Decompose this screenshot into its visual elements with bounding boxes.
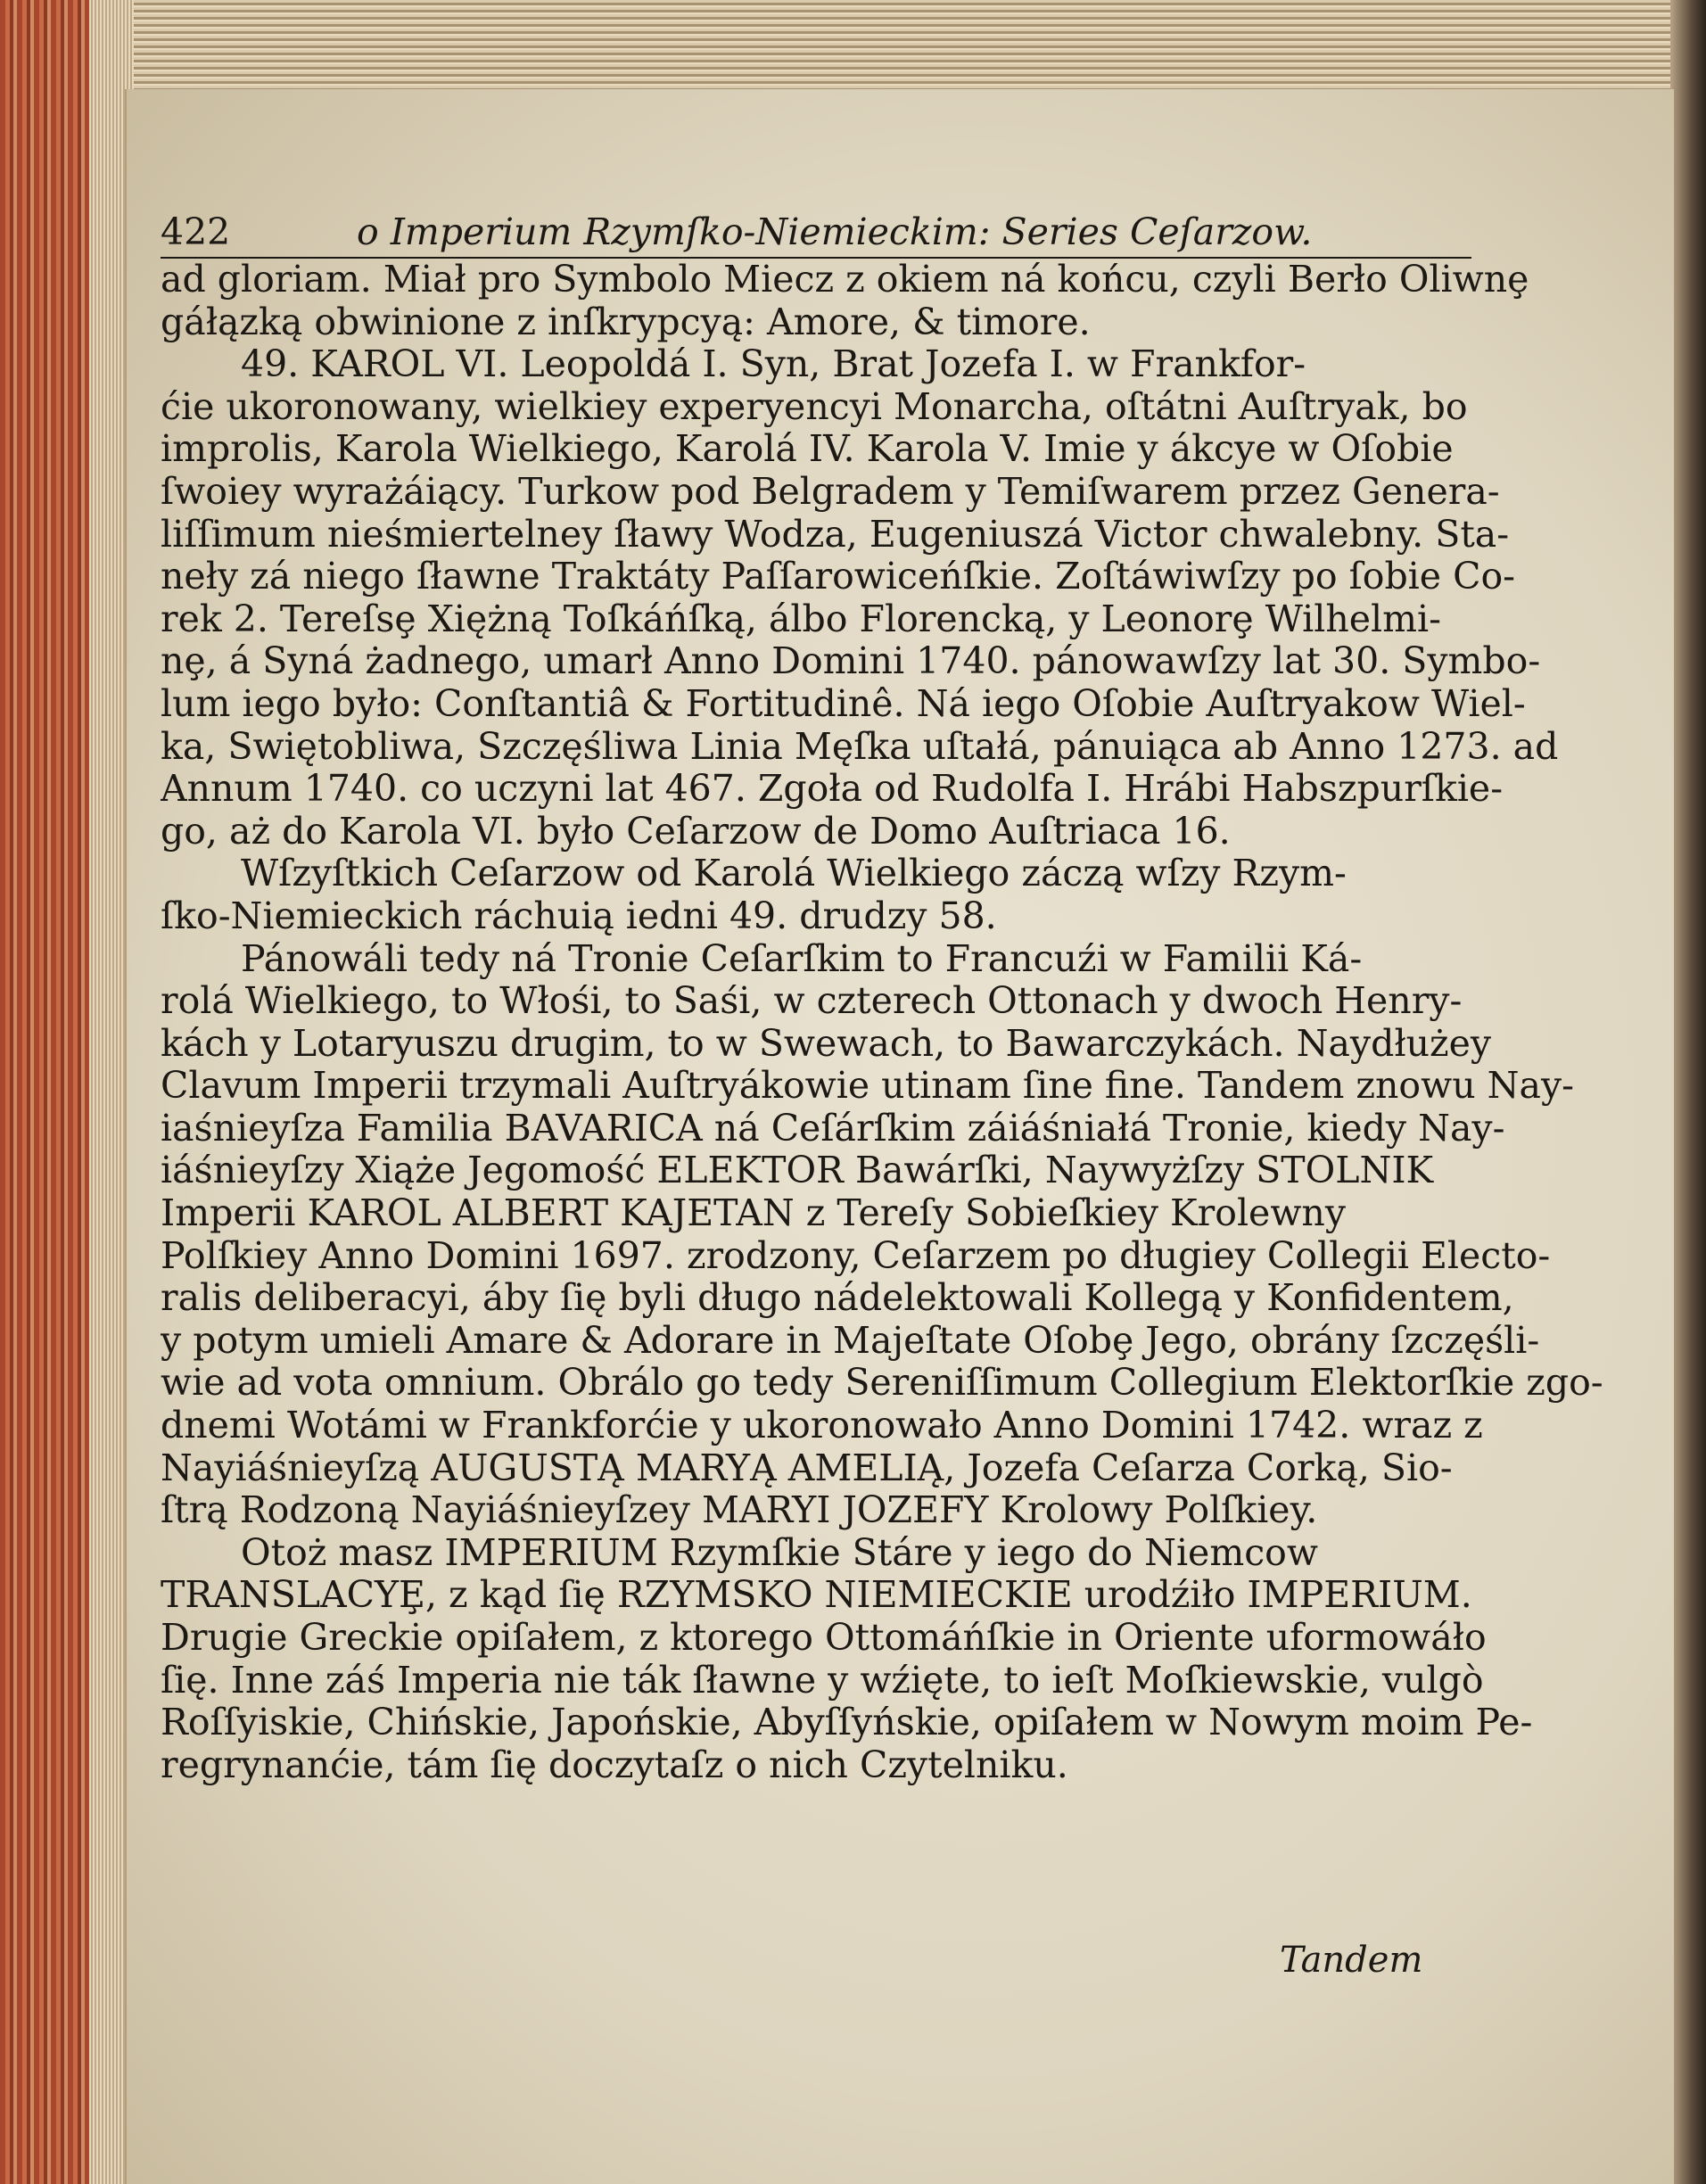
text-line: nȩ, á Syná żadnego, umarł Anno Domini 1740. pánowawſzy lat 30. Symbo-	[161, 640, 1541, 683]
text-line: Clavum Imperii trzymali Auſtryákowie utinam ſine fine. Tandem znowu Nay-	[161, 1065, 1574, 1108]
text-line: liſſimum nieśmiertelney ſławy Wodza, Eugeniuszá Victor chwalebny. Sta-	[161, 513, 1510, 556]
page-text	[161, 202, 1614, 1786]
text-line: Annum 1740. co uczyni lat 467. Zgoła od Rudolfa I. Hrábi Habszpurſkie-	[161, 768, 1504, 811]
book-right-edge	[1670, 0, 1706, 2184]
text-line: iáśnieyſzy Xiąże Jegomość ELEKTOR Bawárſki, Naywyżſzy STOLNIK	[161, 1150, 1434, 1192]
text-line: kách y Lotaryuszu drugim, to w Swewach, to Bawarczykách. Naydłużey	[161, 1022, 1492, 1065]
text-line: 49. KAROL VI. Leopoldá I. Syn, Brat Jozefa I. w Frankfor-	[241, 343, 1306, 386]
text-line: Otoż masz IMPERIUM Rzymſkie Stáre y iego do Niemcow	[241, 1531, 1318, 1574]
text-line: neły zá niego ſławne Traktáty Paſſarowiceńſkie. Zoſtáwiwſzy po ſobie Co-	[161, 556, 1516, 598]
text-line: y potym umieli Amare & Adorare in Majeſtate Oſobȩ Jego, obrány ſzczęśli-	[161, 1319, 1540, 1362]
text-line: Imperii KAROL ALBERT KAJETAN z Tereſy Sobieſkiey Krolewny	[161, 1192, 1346, 1235]
text-line: TRANSLACYȨ, z kąd ſię RZYMSKO NIEMIECKIE urodźiło IMPERIUM.	[161, 1574, 1472, 1617]
text-line: Pánowáli tedy ná Tronie Ceſarſkim to Francuźi w Familii Ká-	[241, 937, 1363, 980]
text-line: Polſkiey Anno Domini 1697. zrodzony, Ceſarzem po długiey Collegii Electo-	[161, 1234, 1551, 1277]
text-line: gáłązką obwinione z inſkrypcyą: Amore, & timore.	[161, 301, 1091, 343]
text-line: go, aż do Karola VI. było Ceſarzow de Domo Auſtriaca 16.	[161, 810, 1231, 853]
text-line: ſwoiey wyrażáiący. Turkow pod Belgradem y Temiſwarem przez Genera-	[161, 470, 1500, 513]
catchword: Tandem	[1280, 1940, 1423, 1981]
text-line: ad gloriam. Miał pro Symbolo Miecz z okiem ná końcu, czyli Berło Oliwnȩ	[161, 259, 1529, 301]
text-line: ćie ukoronowany, wielkiey experyencyi Monarcha, oſtátni Auſtryak, bo	[161, 385, 1468, 428]
running-title: o Imperium Rzymſko-Niemieckim: Series Ceſarzow.	[357, 210, 1313, 253]
text-line: Drugie Greckie opiſałem, z ktorego Ottomáńſkie in Oriente uformowáło	[161, 1617, 1487, 1659]
text-line: ſię. Inne záś Imperia nie ták ſławne y wźięte, to ieſt Moſkiewskie, vulgò	[161, 1659, 1484, 1702]
text-line: improlis, Karola Wielkiego, Karolá IV. Karola V. Imie y ákcye w Oſobie	[161, 428, 1454, 471]
text-line: regrynanćie, tám ſię doczytaſz o nich Czytelniku.	[161, 1743, 1068, 1786]
text-line: Wſzyſtkich Ceſarzow od Karolá Wielkiego záczą wſzy Rzym-	[241, 853, 1347, 895]
text-line: Roſſyiskie, Chińskie, Japońskie, Abyſſyńskie, opiſałem w Nowym moim Pe-	[161, 1702, 1533, 1744]
running-header	[161, 202, 1471, 259]
text-line: iaśnieyſza Familia BAVARICA ná Ceſárſkim záiáśniałá Tronie, kiedy Nay-	[161, 1107, 1505, 1150]
text-line: Nayiáśnieyſzą AUGUSTĄ MARYĄ AMELIĄ, Jozefa Ceſarza Corką, Sio-	[161, 1446, 1453, 1489]
text-line: dnemi Wotámi w Frankforćie y ukoronowało Anno Domini 1742. wraz z	[161, 1405, 1483, 1447]
text-line: rolá Wielkiego, to Włośi, to Saśi, w czterech Ottonach y dwoch Henry-	[161, 980, 1463, 1023]
text-line: wie ad vota omnium. Obrálo go tedy Sereniſſimum Collegium Elektorſkie zgo-	[161, 1362, 1603, 1405]
page-number: 422	[161, 210, 231, 253]
text-line: ka, Swiętobliwa, Szczęśliwa Linia Męſka uſtałá, pánuiąca ab Anno 1273. ad	[161, 725, 1559, 768]
text-line: ſko-Niemieckich ráchuią iedni 49. drudzy 58.	[161, 894, 997, 937]
text-line: rek 2. Tereſsȩ Xiężną Toſkáńſką, álbo Florencką, y Leonorȩ Wilhelmi-	[161, 598, 1441, 640]
text-line: lum iego było: Conſtantiâ & Fortitudinê. Ná iego Oſobie Auſtryakow Wiel-	[161, 682, 1526, 725]
text-line: ſtrą Rodzoną Nayiáśnieyſzey MARYI JOZEFY Krolowy Polſkiey.	[161, 1489, 1318, 1532]
text-line: ralis deliberacyi, áby ſię byli długo nádelektowali Kollegą y Konfidentem,	[161, 1277, 1514, 1320]
body-text	[161, 259, 1614, 1786]
